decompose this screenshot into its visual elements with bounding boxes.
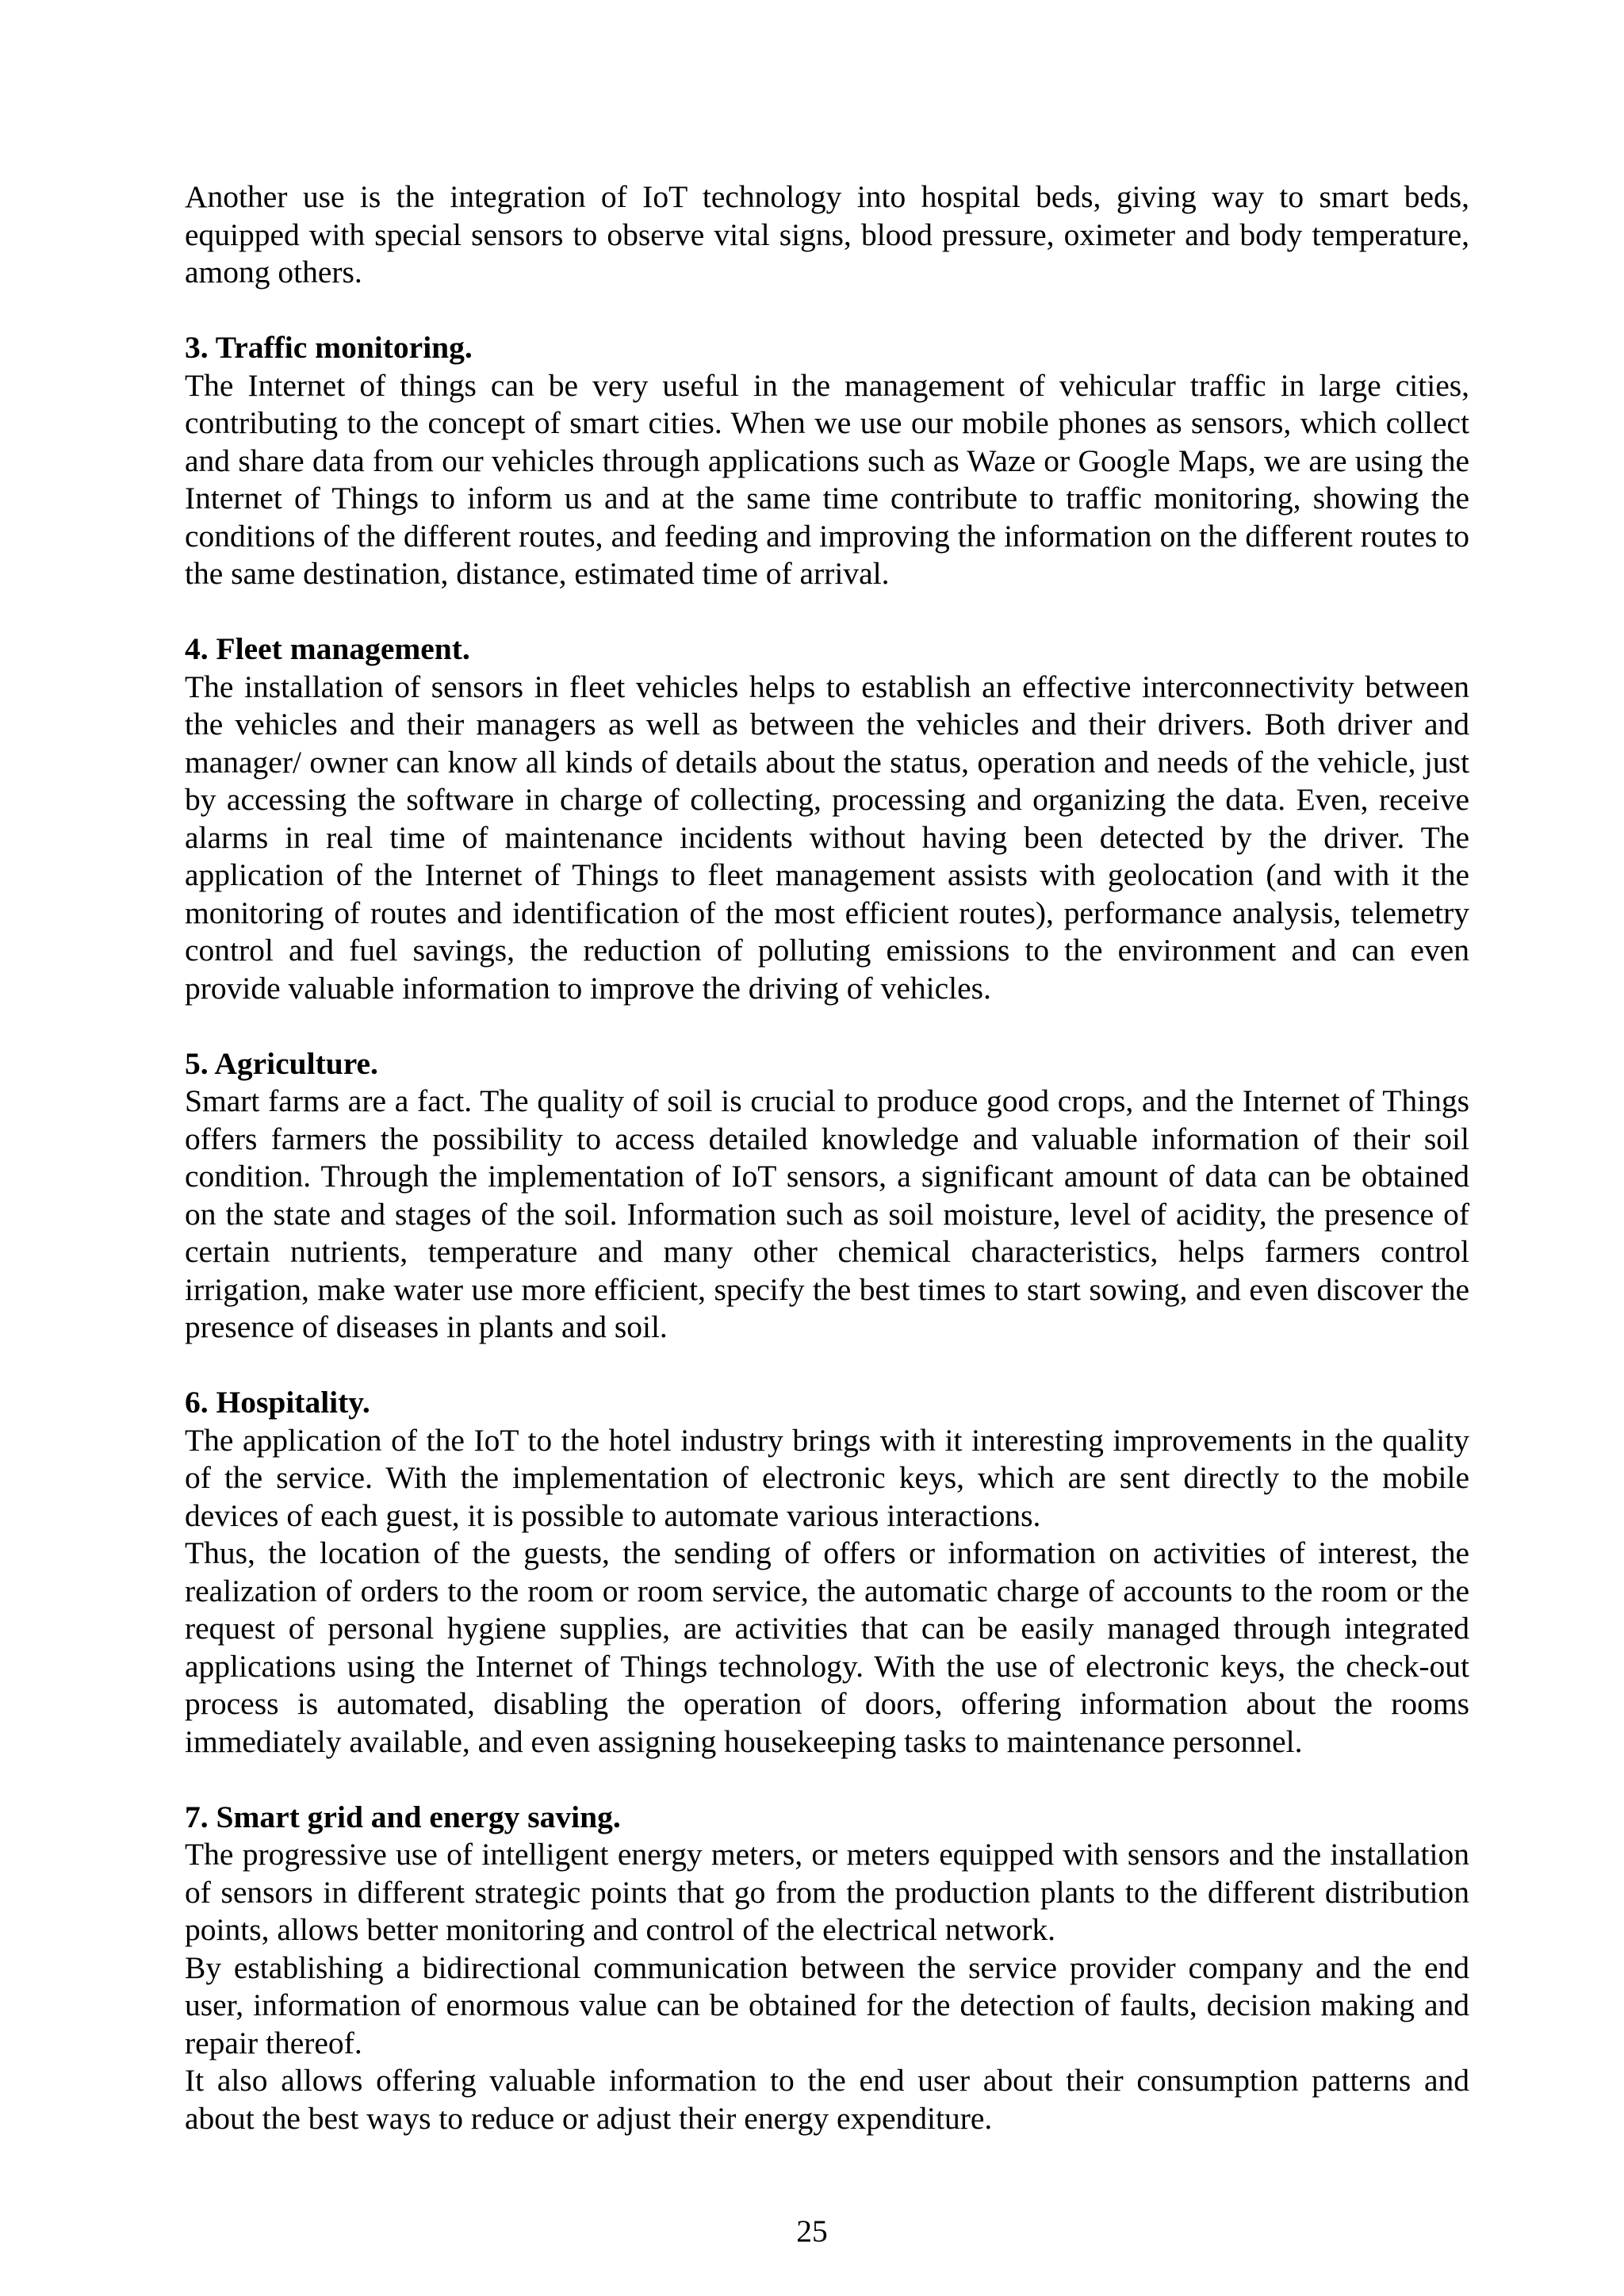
document-page <box>185 178 1469 2137</box>
section-agriculture <box>185 1045 1469 1347</box>
section-paragraph: The installation of sensors in fleet vehicles helps to establish an effective interconnectivity between the vehicles and their managers as well as between the vehicles and their drivers. Both driver and manager/ owner can know all kinds of details about the status, operation and needs of the vehicle, just by accessing the software in charge of collecting, processing and organizing the data. Even, receive alarms in real time of maintenance incidents without having been detected by the driver. The application of the Internet of Things to fleet management assists with geolocation (and with it the monitoring of routes and identification of the most efficient routes), performance analysis, telemetry control and fuel savings, the reduction of polluting emissions to the environment and can even provide valuable information to improve the driving of vehicles. <box>185 669 1469 1006</box>
section-heading: 7. Smart grid and energy saving. <box>185 1799 621 1834</box>
section-heading: 6. Hospitality. <box>185 1385 370 1420</box>
intro-paragraph: Another use is the integration of IoT technology into hospital beds, giving way to smart beds, equipped with special sensors to observe vital signs, blood pressure, oximeter and body temperature, among others. <box>185 179 1469 289</box>
page-number: 25 <box>796 2214 828 2248</box>
section-hospitality <box>185 1384 1469 1761</box>
section-paragraph: Thus, the location of the guests, the sending of offers or information on activities of interest, the realization of orders to the room or room service, the automatic charge of accounts to the room or the request of personal hygiene supplies, are activities that can be easily managed through integrated applications using the Internet of Things technology. With the use of electronic keys, the check-out process is automated, disabling the operation of doors, offering information about the rooms immediately available, and even assigning housekeeping tasks to maintenance personnel. <box>185 1535 1469 1759</box>
section-smart-grid <box>185 1799 1469 2138</box>
section-paragraph: The progressive use of intelligent energy meters, or meters equipped with sensors and the installation of sensors in different strategic points that go from the production plants to the different distribution points, allows better monitoring and control of the electrical network. <box>185 1837 1469 1947</box>
section-heading: 3. Traffic monitoring. <box>185 330 473 365</box>
section-paragraph: The Internet of things can be very useful in the management of vehicular traffic in large cities, contributing to the concept of smart cities. When we use our mobile phones as sensors, which collect and share data from our vehicles through applications such as Waze or Google Maps, we are using the Internet of Things to inform us and at the same time contribute to traffic monitoring, showing the conditions of the different routes, and feeding and improving the information on the different routes to the same destination, distance, estimated time of arrival. <box>185 367 1469 591</box>
section-paragraph: By establishing a bidirectional communication between the service provider company and the end user, information of enormous value can be obtained for the detection of faults, decision making and repair thereof. <box>185 1949 1469 2060</box>
section-paragraph: Smart farms are a fact. The quality of soil is crucial to produce good crops, and the Internet of Things offers farmers the possibility to access detailed knowledge and valuable information of their soil condition. Through the implementation of IoT sensors, a significant amount of data can be obtained on the state and stages of the soil. Information such as soil moisture, level of acidity, the presence of certain nutrients, temperature and many other chemical characteristics, helps farmers control irrigation, make water use more efficient, specify the best times to start sowing, and even discover the presence of diseases in plants and soil. <box>185 1083 1469 1344</box>
section-heading: 4. Fleet management. <box>185 631 470 666</box>
section-paragraph: The application of the IoT to the hotel industry brings with it interesting improvements in the quality of the service. With the implementation of electronic keys, which are sent directly to the mobile devices of each guest, it is possible to automate various interactions. <box>185 1422 1469 1533</box>
section-traffic-monitoring <box>185 329 1469 593</box>
section-heading: 5. Agriculture. <box>185 1045 378 1081</box>
section-fleet-management <box>185 631 1469 1007</box>
section-paragraph: It also allows offering valuable information to the end user about their consumption patterns and about the best ways to reduce or adjust their energy expenditure. <box>185 2063 1469 2136</box>
